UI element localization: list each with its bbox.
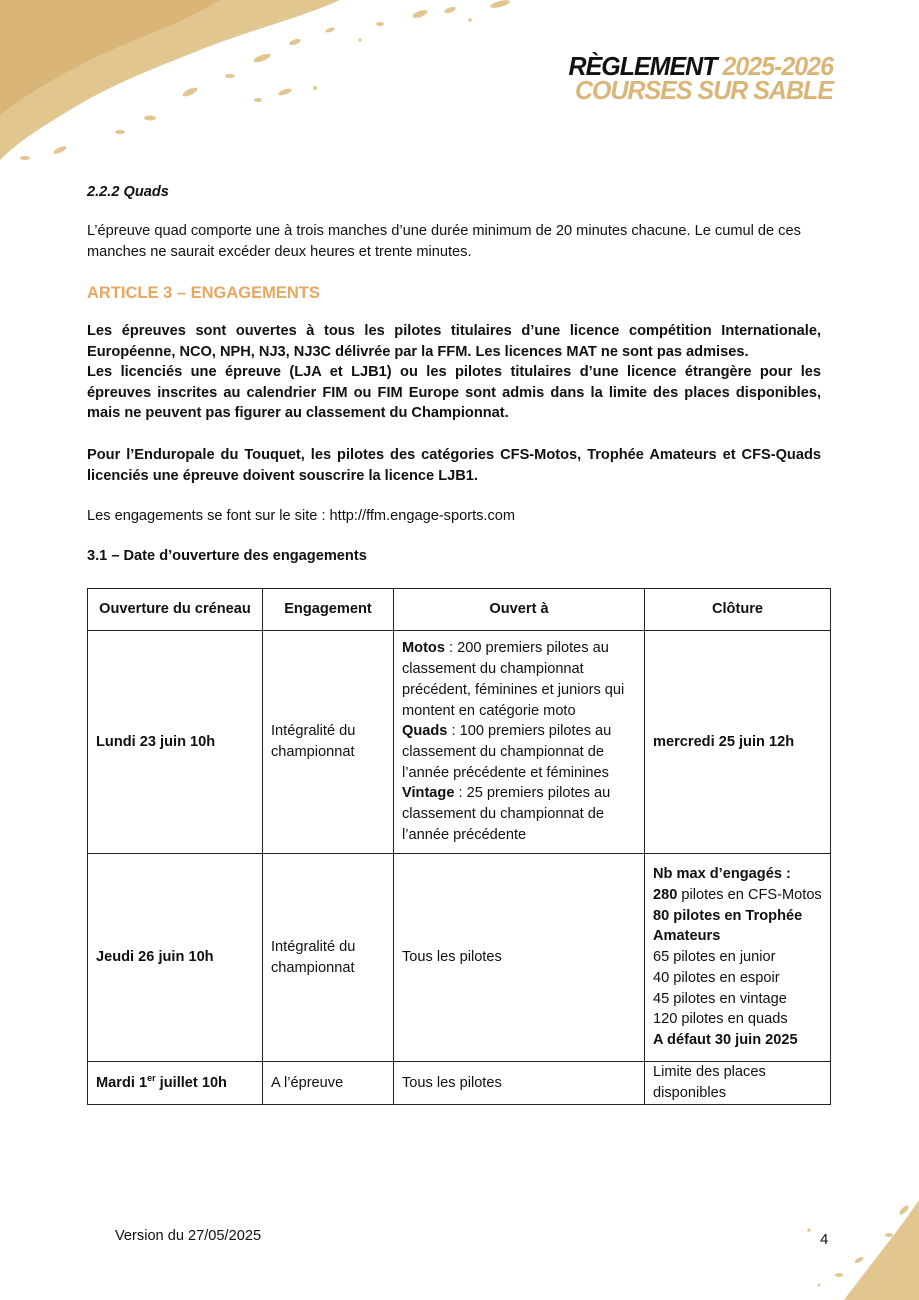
opening-cell: Lundi 23 juin 10h bbox=[88, 631, 263, 854]
category-label: Quads bbox=[402, 723, 448, 740]
engagement-dates-table bbox=[87, 588, 831, 1105]
table-row bbox=[88, 854, 831, 1062]
article-paragraph-2: Pour l’Enduropale du Touquet, les pilotes des catégories CFS-Motos, Trophée Amateurs et CFS-Quads licenciés une épreuve doivent souscrire la licence LJB1. bbox=[87, 447, 821, 484]
category-label: Motos bbox=[402, 640, 445, 657]
vintage-limit: 45 pilotes en vintage bbox=[653, 990, 787, 1007]
category-label: Vintage bbox=[402, 785, 455, 802]
opening-cell bbox=[88, 1062, 263, 1105]
trophee-limit: 80 pilotes en Trophée Amateurs bbox=[653, 907, 803, 945]
table-row bbox=[88, 631, 831, 854]
paragraph-line: Les licenciés une épreuve (LJA et LJB1) ou les pilotes titulaires d’une licence étrangère pour les épreuves inscrites au calendrier FIM ou FIM Europe sont admis dans la limite des places disponibles, mais ne peuvent pas figurer au classement du Championnat. bbox=[87, 364, 821, 421]
header-title-season: 2025-2026 bbox=[722, 51, 833, 82]
cfs-count: 280 bbox=[653, 887, 678, 904]
header-subtitle: COURSES SUR SABLE bbox=[574, 75, 833, 106]
closing-cell: mercredi 25 juin 12h bbox=[645, 631, 831, 854]
junior-limit: 65 pilotes en junior bbox=[653, 949, 776, 966]
table-header-row bbox=[88, 589, 831, 631]
section-paragraph: L’épreuve quad comporte une à trois manches d’une durée minimum de 20 minutes chacune. Le cumul de ces manches ne saurait excéder deux heures et trente minutes. bbox=[87, 223, 801, 260]
article-paragraph-3: Les engagements se font sur le site : http://ffm.engage-sports.com bbox=[87, 508, 516, 524]
category-text: : 25 premiers pilotes au classement du championnat de l’année précédente bbox=[402, 785, 611, 843]
opening-cell: Jeudi 26 juin 10h bbox=[88, 854, 263, 1062]
category-text: : 200 premiers pilotes au classement du championnat précédent, féminines et juniors qui montent en catégorie moto bbox=[402, 640, 625, 719]
engagement-cell: Intégralité du championnat bbox=[263, 631, 394, 854]
opening-text: juillet 10h bbox=[155, 1074, 227, 1091]
engagement-cell: Intégralité du championnat bbox=[263, 854, 394, 1062]
closing-cell: Limite des places disponibles bbox=[645, 1062, 831, 1105]
table-row bbox=[88, 1062, 831, 1105]
subsection-title: 3.1 – Date d’ouverture des engagements bbox=[87, 548, 367, 564]
ordinal-suffix: er bbox=[147, 1072, 156, 1083]
page-number: 4 bbox=[820, 1231, 829, 1248]
closing-cell bbox=[645, 854, 831, 1062]
section-title: 2.2.2 Quads bbox=[87, 184, 169, 200]
version-footer: Version du 27/05/2025 bbox=[115, 1228, 262, 1244]
category-text: : 100 premiers pilotes au classement du championnat de l’année précédente et féminines bbox=[402, 723, 612, 781]
header-title-word: RÈGLEMENT bbox=[568, 51, 717, 82]
open-to-cell: Tous les pilotes bbox=[394, 854, 645, 1062]
open-to-cell: Tous les pilotes bbox=[394, 1062, 645, 1105]
max-entries-title: Nb max d’engagés : bbox=[653, 866, 791, 883]
sand-decoration-bottom bbox=[749, 1190, 919, 1300]
column-header: Ouverture du créneau bbox=[88, 589, 263, 631]
opening-text: Mardi 1 bbox=[96, 1074, 148, 1091]
article-title: ARTICLE 3 – ENGAGEMENTS bbox=[87, 284, 320, 302]
article-paragraph-1 bbox=[87, 321, 821, 424]
column-header: Engagement bbox=[263, 589, 394, 631]
sand-decoration-top bbox=[0, 0, 520, 170]
espoir-limit: 40 pilotes en espoir bbox=[653, 969, 780, 986]
paragraph-line: Les épreuves sont ouvertes à tous les pilotes titulaires d’une licence compétition Internationale, Européenne, NCO, NPH, NJ3, NJ3C délivrée par la FFM. Les licences MAT ne sont pas admises. bbox=[87, 323, 821, 360]
document-header bbox=[568, 51, 833, 106]
default-deadline: A défaut 30 juin 2025 bbox=[653, 1031, 798, 1048]
quads-limit: 120 pilotes en quads bbox=[653, 1011, 788, 1028]
column-header: Clôture bbox=[645, 589, 831, 631]
engagement-cell: A l’épreuve bbox=[263, 1062, 394, 1105]
column-header: Ouvert à bbox=[394, 589, 645, 631]
open-to-cell bbox=[394, 631, 645, 854]
cfs-text: pilotes en CFS-Motos bbox=[677, 887, 822, 904]
